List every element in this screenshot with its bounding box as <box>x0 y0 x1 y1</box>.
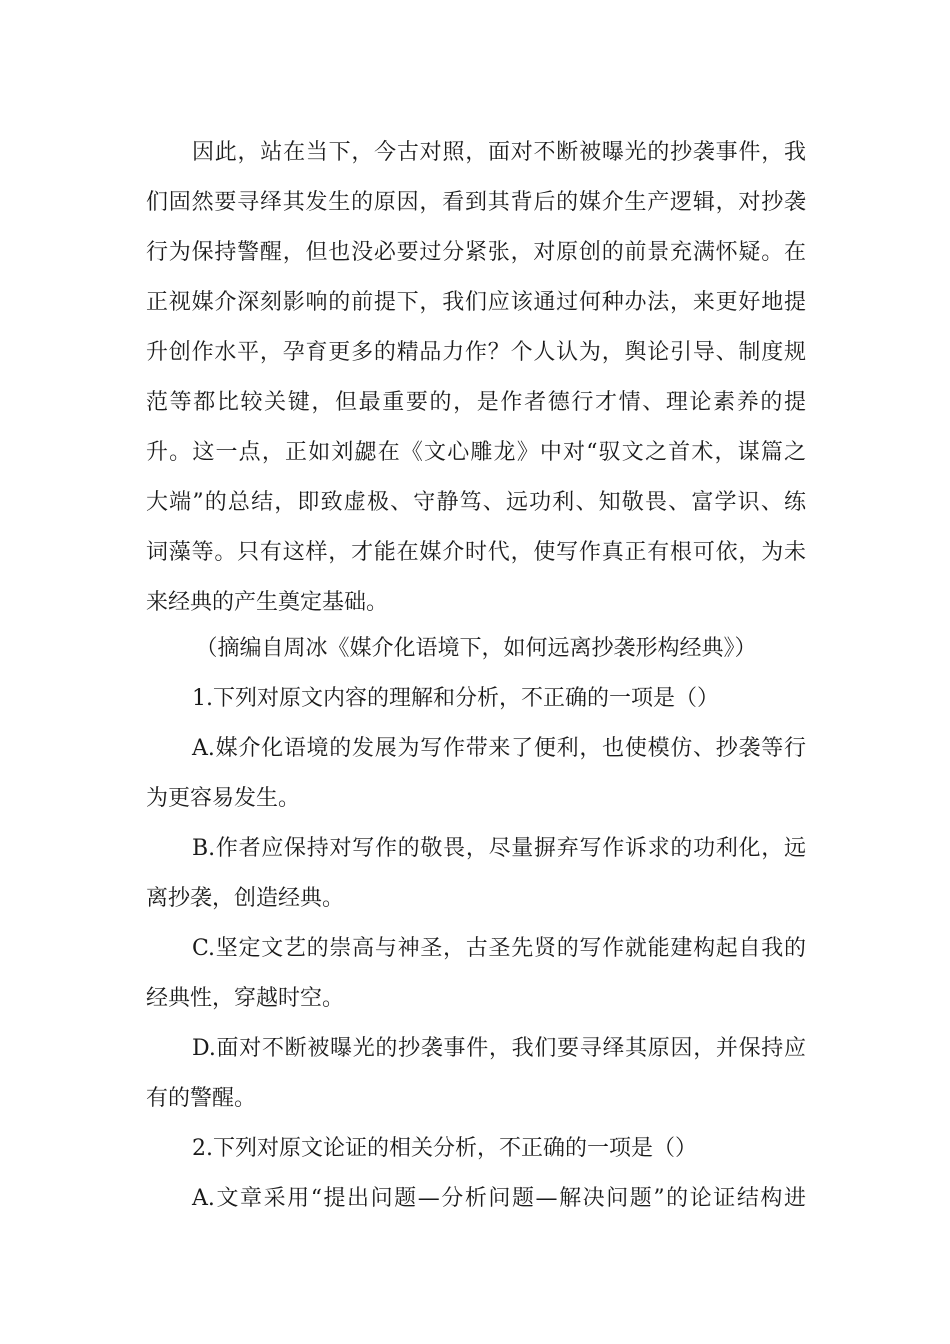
question-1-option-b-cont: 离抄袭，创造经典。 <box>146 886 345 911</box>
question-1-option-a: A.媒介化语境的发展为写作带来了便利，也使模仿、抄袭等行 <box>192 736 806 761</box>
question-1-option-c-cont: 经典性，穿越时空。 <box>146 986 345 1011</box>
question-2-option-a: A.文章采用“提出问题—分析问题—解决问题”的论证结构进 <box>192 1186 806 1211</box>
passage-source: （摘编自周冰《媒介化语境下，如何远离抄袭形构经典》） <box>195 636 757 661</box>
passage-line: 因此，站在当下，今古对照，面对不断被曝光的抄袭事件，我 <box>192 140 806 165</box>
passage-line: 词藻等。只有这样，才能在媒介时代，使写作真正有根可依，为未 <box>146 540 806 565</box>
question-1-option-d: D.面对不断被曝光的抄袭事件，我们要寻绎其原因，并保持应 <box>192 1036 806 1061</box>
question-1-stem: 1.下列对原文内容的理解和分析，不正确的一项是（） <box>192 686 719 711</box>
question-2-stem: 2.下列对原文论证的相关分析，不正确的一项是（） <box>192 1136 697 1161</box>
question-1-option-c: C.坚定文艺的崇高与神圣，古圣先贤的写作就能建构起自我的 <box>192 936 806 961</box>
passage-line: 们固然要寻绎其发生的原因，看到其背后的媒介生产逻辑，对抄袭 <box>146 190 806 215</box>
question-1-option-d-cont: 有的警醒。 <box>146 1086 257 1111</box>
passage-line: 升。这一点，正如刘勰在《文心雕龙》中对“驭文之首术，谋篇之 <box>146 440 806 465</box>
question-1-option-a-cont: 为更容易发生。 <box>146 786 301 811</box>
passage-line: 升创作水平，孕育更多的精品力作？个人认为，舆论引导、制度规 <box>146 340 806 365</box>
passage-line: 正视媒介深刻影响的前提下，我们应该通过何种办法，来更好地提 <box>146 290 806 315</box>
passage-line: 范等都比较关键，但最重要的，是作者德行才情、理论素养的提 <box>146 390 806 415</box>
passage-line: 来经典的产生奠定基础。 <box>146 590 389 615</box>
passage-line: 行为保持警醒，但也没必要过分紧张，对原创的前景充满怀疑。在 <box>146 240 806 265</box>
question-1-option-b: B.作者应保持对写作的敬畏，尽量摒弃写作诉求的功利化，远 <box>192 836 806 861</box>
passage-line: 大端”的总结，即致虚极、守静笃、远功利、知敬畏、富学识、练 <box>146 490 806 515</box>
